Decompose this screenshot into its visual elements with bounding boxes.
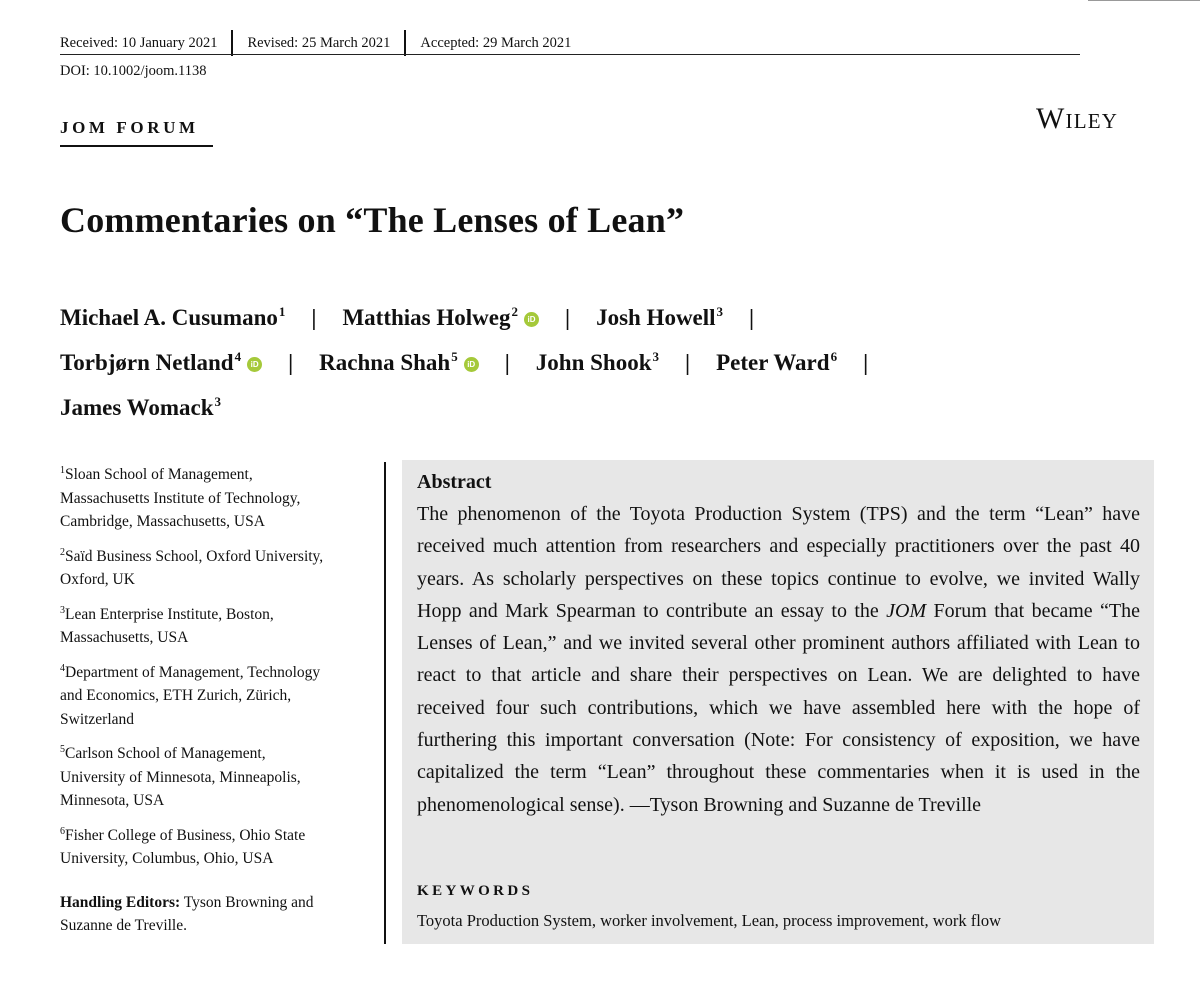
affiliation-number: 6 [60, 825, 65, 837]
revised-date: Revised: 25 March 2021 [247, 34, 391, 51]
affiliation-line: Carlson School of Management, [65, 745, 266, 762]
affiliations [60, 459, 380, 938]
affiliation-number: 3 [60, 604, 65, 616]
abstract-heading: Abstract [417, 471, 492, 493]
author-affiliation-number: 3 [214, 394, 222, 409]
author-name[interactable] [60, 337, 262, 382]
affiliation-number: 4 [60, 662, 65, 674]
author-affiliation-number: 6 [830, 349, 838, 364]
date-separator [404, 30, 406, 56]
author-name-text: Rachna Shah [319, 350, 451, 375]
author-affiliation-number: 3 [716, 304, 724, 319]
section-label: JOM FORUM [60, 118, 199, 137]
author-affiliation-number: 2 [511, 304, 518, 319]
author-name[interactable] [319, 337, 479, 382]
author-name-text: John Shook [535, 350, 652, 375]
author-separator: | [564, 305, 571, 330]
affiliation-line: and Economics, ETH Zurich, Zürich, [60, 687, 292, 704]
affiliation-item [60, 541, 380, 592]
affiliation-line: Massachusetts, USA [60, 629, 189, 646]
affiliation-line: Massachusetts Institute of Technology, [60, 489, 301, 507]
author-name-text: Josh Howell [596, 305, 716, 330]
author-affiliation-number: 1 [278, 304, 286, 319]
affiliation-line: Sloan School of Management, [65, 466, 253, 483]
affiliation-line: Department of Management, Technology [65, 663, 321, 681]
author-name[interactable] [536, 337, 659, 382]
author-separator: | [288, 350, 294, 375]
author-name[interactable] [342, 292, 539, 337]
author-name[interactable] [596, 292, 723, 337]
affiliation-line: University, Columbus, Ohio, USA [60, 850, 274, 867]
abstract-box [402, 460, 1154, 944]
author-name-text: Torbjørn Netland [60, 350, 234, 375]
affiliation-number: 2 [60, 546, 65, 558]
publisher-logo: Wiley [1036, 102, 1119, 135]
keywords-text: Toyota Production System, worker involvement, Lean, process improvement, work flow [417, 911, 1002, 930]
author-separator: | [311, 305, 317, 330]
affiliation-line: Minnesota, USA [60, 792, 165, 809]
author-affiliation-number: 4 [234, 349, 242, 364]
publication-dates [60, 32, 571, 54]
doi-link[interactable]: DOI: 10.1002/joom.1138 [60, 63, 207, 79]
handling-editors-label: Handling Editors: [60, 893, 181, 911]
affiliation-item [60, 599, 380, 650]
received-date: Received: 10 January 2021 [60, 34, 218, 51]
orcid-icon[interactable]: iD [247, 357, 262, 372]
handling-editors-line: Suzanne de Treville. [60, 917, 187, 934]
date-separator [231, 30, 233, 56]
abstract-journal-name: JOM [886, 599, 927, 622]
abstract-text [417, 498, 1140, 821]
affiliation-number: 5 [60, 744, 65, 755]
affiliation-item [60, 657, 380, 732]
author-name-text: Matthias Holweg [342, 305, 511, 330]
author-name[interactable] [716, 337, 837, 382]
author-name-text: Michael A. Cusumano [60, 305, 278, 330]
corner-rule [1088, 0, 1200, 1]
accepted-date: Accepted: 29 March 2021 [420, 34, 572, 51]
author-list [60, 292, 1120, 427]
affiliation-line: Lean Enterprise Institute, Boston, [65, 605, 274, 623]
author-separator: | [685, 350, 691, 375]
author-affiliation-number: 3 [652, 349, 659, 364]
author-name-text: Peter Ward [716, 350, 830, 375]
orcid-icon[interactable]: iD [464, 357, 479, 372]
affiliation-line: Cambridge, Massachusetts, USA [60, 513, 265, 530]
author-name-text: James Womack [60, 395, 214, 420]
affiliation-item [60, 820, 380, 871]
affiliation-line: Fisher College of Business, Ohio State [65, 826, 306, 844]
orcid-icon[interactable]: iD [524, 312, 539, 327]
affiliation-item [60, 459, 380, 534]
affiliation-item [60, 738, 380, 813]
keywords-heading: KEYWORDS [417, 883, 534, 899]
affiliation-line: Switzerland [60, 710, 135, 728]
affiliation-line: Saïd Business School, Oxford University, [65, 547, 324, 565]
affiliation-line: University of Minnesota, Minneapolis, [60, 768, 301, 786]
affiliation-line: Oxford, UK [60, 571, 135, 588]
author-affiliation-number: 5 [451, 349, 458, 364]
header-rule [60, 54, 1080, 55]
affiliation-number: 1 [60, 465, 65, 476]
article-title: Commentaries on “The Lenses of Lean” [60, 200, 685, 240]
author-name[interactable] [60, 292, 285, 337]
handling-editors [60, 891, 380, 938]
abstract-text-part: The phenomenon of the Toyota Production System (TPS) and the term “Lean” have received much attention from researchers and especially practitioners over the past 40 years. As scholarly perspectives on these topics continue to evolve, we invited Wally Hopp and Mark Spearman to contribute an essay to the [417, 503, 1140, 622]
handling-editors-line: Tyson Browning and [180, 893, 314, 911]
column-divider [384, 462, 386, 944]
author-separator: | [749, 305, 755, 330]
section-underline [60, 145, 213, 147]
author-separator: | [863, 350, 869, 375]
author-name[interactable] [60, 382, 221, 427]
abstract-text-part: Forum that became “The Lenses of Lean,” and we invited several other prominent authors affiliated with Lean to react to that article and share their perspectives on Lean. We are delighted to have received four such contributions, which we have assembled here with the hope of furthering this important conversation (Note: For consistency of exposition, we have capitalized the term “Lean” throughout these commentaries when it is used in the phenomenological sense). —Tyson Browning and Suzanne de Treville [417, 599, 1140, 816]
author-separator: | [504, 350, 510, 375]
